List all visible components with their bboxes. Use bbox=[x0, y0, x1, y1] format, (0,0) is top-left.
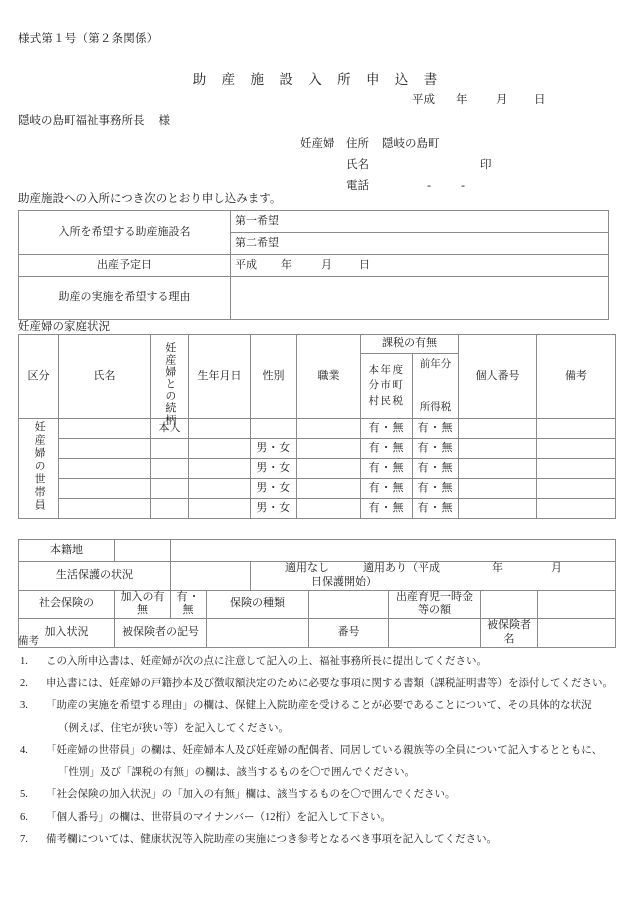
cell-name[interactable] bbox=[59, 459, 151, 479]
cell-name[interactable] bbox=[59, 439, 151, 459]
cell-remarks[interactable] bbox=[537, 439, 616, 459]
cell-sex[interactable]: 男・女 bbox=[251, 479, 297, 499]
household-caption: 妊産婦の家庭状況 bbox=[18, 321, 110, 333]
date-year-label: 年 bbox=[456, 94, 468, 106]
note-text-continued: 「性別」及び「課税の有無」の欄は、該当するものを〇で囲んでください。 bbox=[58, 767, 415, 779]
cell-my-number[interactable] bbox=[459, 439, 537, 459]
reason-label: 助産の実施を希望する理由 bbox=[19, 277, 231, 320]
list-item bbox=[18, 676, 618, 691]
cell-birthdate[interactable] bbox=[189, 479, 251, 499]
cell-sex[interactable]: 男・女 bbox=[251, 439, 297, 459]
note-number: 2. bbox=[20, 678, 28, 690]
due-date-day-label: 日 bbox=[359, 258, 370, 271]
list-item bbox=[18, 787, 618, 802]
due-date-label: 出産予定日 bbox=[19, 255, 231, 277]
seal-label: 印 bbox=[480, 159, 492, 171]
table-row bbox=[19, 419, 616, 439]
date-day-label: 日 bbox=[534, 94, 546, 106]
tel-dash-1: - bbox=[427, 180, 431, 192]
note-text-continued: （例えば、住宅が狭い等）を記入してください。 bbox=[58, 722, 289, 734]
intro-sentence: 助産施設への入所につき次のとおり申し込みます。 bbox=[18, 193, 282, 205]
note-text: 「妊産婦の世帯員」の欄は、妊産婦本人及び妊産婦の配偶者、同居している親族等の全員について記入するとともに、 bbox=[46, 744, 603, 756]
insured-name-label: 被保険者名 bbox=[481, 619, 538, 648]
lump-sum-extra[interactable] bbox=[538, 590, 616, 619]
header-birthdate: 生年月日 bbox=[189, 335, 251, 419]
note-number: 5. bbox=[20, 789, 28, 801]
submission-date-line bbox=[412, 91, 554, 107]
page-title: 助 産 施 設 入 所 申 込 書 bbox=[192, 72, 444, 87]
table-row bbox=[19, 479, 616, 499]
applicant-block bbox=[300, 134, 492, 197]
header-relation bbox=[151, 335, 189, 427]
table-row bbox=[19, 277, 609, 320]
header-category: 区分 bbox=[19, 335, 59, 419]
insurance-type-label: 保険の種類 bbox=[207, 590, 309, 619]
due-date-era: 平成 bbox=[235, 258, 257, 271]
note-number: 3. bbox=[20, 700, 28, 712]
reason-value[interactable] bbox=[231, 277, 609, 320]
insurance-label-line1: 社会保険の bbox=[19, 590, 115, 619]
tel-dash-2: - bbox=[461, 180, 465, 192]
insurance-label-line2: 加入状況 bbox=[19, 619, 115, 648]
table-header-row bbox=[19, 335, 616, 354]
facility-wish-table bbox=[18, 210, 609, 320]
domicile-label: 本籍地 bbox=[19, 540, 115, 562]
applicant-address-label: 住所 bbox=[346, 138, 369, 150]
cell-relation[interactable] bbox=[151, 499, 189, 519]
table-row bbox=[19, 590, 616, 619]
applicant-address-row bbox=[300, 134, 492, 155]
household-table bbox=[18, 334, 616, 519]
insured-symbol-label: 被保険者の記号 bbox=[115, 619, 207, 648]
cell-tax-current[interactable]: 有・無 bbox=[361, 499, 413, 519]
cell-relation[interactable] bbox=[151, 479, 189, 499]
note-number: 1. bbox=[20, 656, 28, 667]
household-row-label-text: 妊産婦の世帯員 bbox=[33, 420, 46, 512]
table-row bbox=[19, 255, 609, 277]
header-tax-group: 課税の有無 bbox=[361, 335, 459, 354]
cell-occupation[interactable] bbox=[297, 479, 361, 499]
due-date-cell[interactable] bbox=[231, 255, 609, 277]
date-month-label: 月 bbox=[496, 94, 508, 106]
cell-tax-previous[interactable]: 有・無 bbox=[413, 499, 459, 519]
welfare-not-applied[interactable]: 適用なし bbox=[285, 562, 329, 574]
addressee-line bbox=[18, 112, 170, 128]
due-date-year-label: 年 bbox=[281, 258, 292, 271]
cell-remarks[interactable] bbox=[537, 499, 616, 519]
cell-name[interactable] bbox=[59, 479, 151, 499]
cell-my-number[interactable] bbox=[459, 419, 537, 439]
date-era: 平成 bbox=[412, 94, 435, 106]
lump-sum-value[interactable] bbox=[481, 590, 538, 619]
welfare-start-label: 日保護開始） bbox=[311, 575, 377, 588]
applicant-address-value[interactable]: 隠岐の島町 bbox=[382, 138, 440, 150]
cell-my-number[interactable] bbox=[459, 479, 537, 499]
facility-name-label: 入所を希望する助産施設名 bbox=[19, 211, 231, 255]
notes-title: 備考 bbox=[18, 636, 39, 647]
header-tax-prev-bottom: 所得税 bbox=[419, 401, 452, 413]
applicant-name-row bbox=[300, 155, 492, 176]
household-row-label bbox=[19, 419, 59, 519]
enrolled-value[interactable]: 有・無 bbox=[171, 590, 207, 619]
header-tax-current: 本年度分市町村民税 bbox=[361, 354, 413, 419]
table-row bbox=[19, 499, 616, 519]
header-name: 氏名 bbox=[59, 335, 151, 419]
note-text: 「個人番号」の欄は、世帯員のマイナンバー（12桁）を記入して下さい。 bbox=[46, 811, 392, 823]
applicant-tel-row bbox=[300, 176, 492, 197]
note-number: 6. bbox=[20, 811, 28, 823]
insured-number-label: 番号 bbox=[309, 619, 389, 648]
cell-birthdate[interactable] bbox=[189, 439, 251, 459]
list-item bbox=[18, 654, 618, 669]
table-row bbox=[19, 439, 616, 459]
cell-tax-previous[interactable]: 有・無 bbox=[413, 459, 459, 479]
header-occupation: 職業 bbox=[297, 335, 361, 419]
note-text: この入所申込書は、妊産婦が次の点に注意して記入の上、福祉事務所長に提出してください。 bbox=[46, 656, 487, 667]
cell-occupation[interactable] bbox=[297, 459, 361, 479]
table-row bbox=[19, 540, 616, 562]
welfare-applied[interactable]: 適用あり（平成 bbox=[363, 562, 440, 574]
applicant-name-label: 氏名 bbox=[346, 159, 369, 171]
header-tax-prev-top: 前年分 bbox=[419, 359, 452, 370]
cell-birthdate[interactable] bbox=[189, 459, 251, 479]
cell-remarks[interactable] bbox=[537, 479, 616, 499]
cell-tax-current[interactable]: 有・無 bbox=[361, 439, 413, 459]
notes-section bbox=[18, 633, 618, 854]
cell-sex[interactable]: 男・女 bbox=[251, 459, 297, 479]
header-relation-text: 妊産婦との続柄 bbox=[163, 342, 176, 427]
domicile-value[interactable] bbox=[115, 540, 171, 562]
lump-sum-label: 出産育児一時金等の額 bbox=[389, 590, 481, 619]
cell-birthdate[interactable] bbox=[189, 499, 251, 519]
cell-remarks[interactable] bbox=[537, 419, 616, 439]
cell-tax-current[interactable]: 有・無 bbox=[361, 419, 413, 439]
note-text: 備考欄については、健康状況等入院助産の実施につき参考となるべき事項を記入してください。 bbox=[46, 833, 498, 845]
note-text: 申込書には、妊産婦の戸籍抄本及び徴収額決定のために必要な事項に関する書類（課税証明書等）を添付してください。 bbox=[46, 678, 613, 690]
cell-relation[interactable] bbox=[151, 459, 189, 479]
cell-sex[interactable] bbox=[251, 419, 297, 439]
cell-tax-previous[interactable]: 有・無 bbox=[413, 479, 459, 499]
cell-sex[interactable]: 男・女 bbox=[251, 499, 297, 519]
welfare-blank[interactable] bbox=[171, 562, 251, 591]
list-item bbox=[18, 832, 618, 847]
cell-name[interactable] bbox=[59, 419, 151, 439]
domicile-note[interactable] bbox=[171, 540, 616, 562]
cell-my-number[interactable] bbox=[459, 499, 537, 519]
first-choice-cell[interactable]: 第一希望 bbox=[231, 211, 609, 233]
list-item bbox=[18, 810, 618, 825]
note-number: 4. bbox=[20, 744, 28, 756]
welfare-year-label: 年 bbox=[492, 562, 503, 574]
table-row bbox=[19, 211, 609, 233]
header-tax-previous bbox=[413, 354, 459, 419]
cell-occupation[interactable] bbox=[297, 439, 361, 459]
header-sex: 性別 bbox=[251, 335, 297, 419]
table-row bbox=[19, 459, 616, 479]
insurance-type-value[interactable] bbox=[309, 590, 389, 619]
applicant-tel-label: 電話 bbox=[346, 180, 369, 192]
cell-tax-previous[interactable]: 有・無 bbox=[413, 419, 459, 439]
due-date-month-label: 月 bbox=[321, 258, 332, 271]
note-text: 「社会保険の加入状況」の「加入の有無」欄は、該当するものを〇で囲んでください。 bbox=[46, 789, 456, 801]
enrolled-label: 加入の有無 bbox=[115, 590, 171, 619]
applicant-role-label: 妊産婦 bbox=[300, 138, 335, 150]
table-row bbox=[19, 562, 616, 591]
cell-tax-current[interactable]: 有・無 bbox=[361, 479, 413, 499]
header-my-number: 個人番号 bbox=[459, 335, 537, 419]
cell-name[interactable] bbox=[59, 499, 151, 519]
form-code: 様式第１号（第２条関係） bbox=[18, 33, 159, 45]
addressee-honorific: 様 bbox=[158, 115, 170, 127]
cell-relation[interactable]: 本人 bbox=[151, 419, 189, 439]
note-number: 7. bbox=[20, 833, 28, 845]
welfare-label: 生活保護の状況 bbox=[19, 562, 171, 591]
cell-remarks[interactable] bbox=[537, 459, 616, 479]
welfare-status-cell[interactable] bbox=[251, 562, 616, 591]
note-text: 「助産の実施を希望する理由」の欄は、保健上入院助産を受けることが必要であることについて、その具体的な状況 bbox=[46, 700, 592, 712]
list-item bbox=[18, 698, 618, 735]
list-item bbox=[18, 743, 618, 780]
second-choice-cell[interactable]: 第二希望 bbox=[231, 233, 609, 255]
addressee-name: 隠岐の島町福祉事務所長 bbox=[18, 115, 145, 127]
cell-tax-current[interactable]: 有・無 bbox=[361, 459, 413, 479]
cell-occupation[interactable] bbox=[297, 499, 361, 519]
status-table bbox=[18, 539, 616, 648]
cell-birthdate[interactable] bbox=[189, 419, 251, 439]
cell-occupation[interactable] bbox=[297, 419, 361, 439]
welfare-month-label: 月 bbox=[551, 562, 562, 574]
header-remarks: 備考 bbox=[537, 335, 616, 419]
cell-tax-previous[interactable]: 有・無 bbox=[413, 439, 459, 459]
cell-my-number[interactable] bbox=[459, 459, 537, 479]
cell-relation[interactable] bbox=[151, 439, 189, 459]
